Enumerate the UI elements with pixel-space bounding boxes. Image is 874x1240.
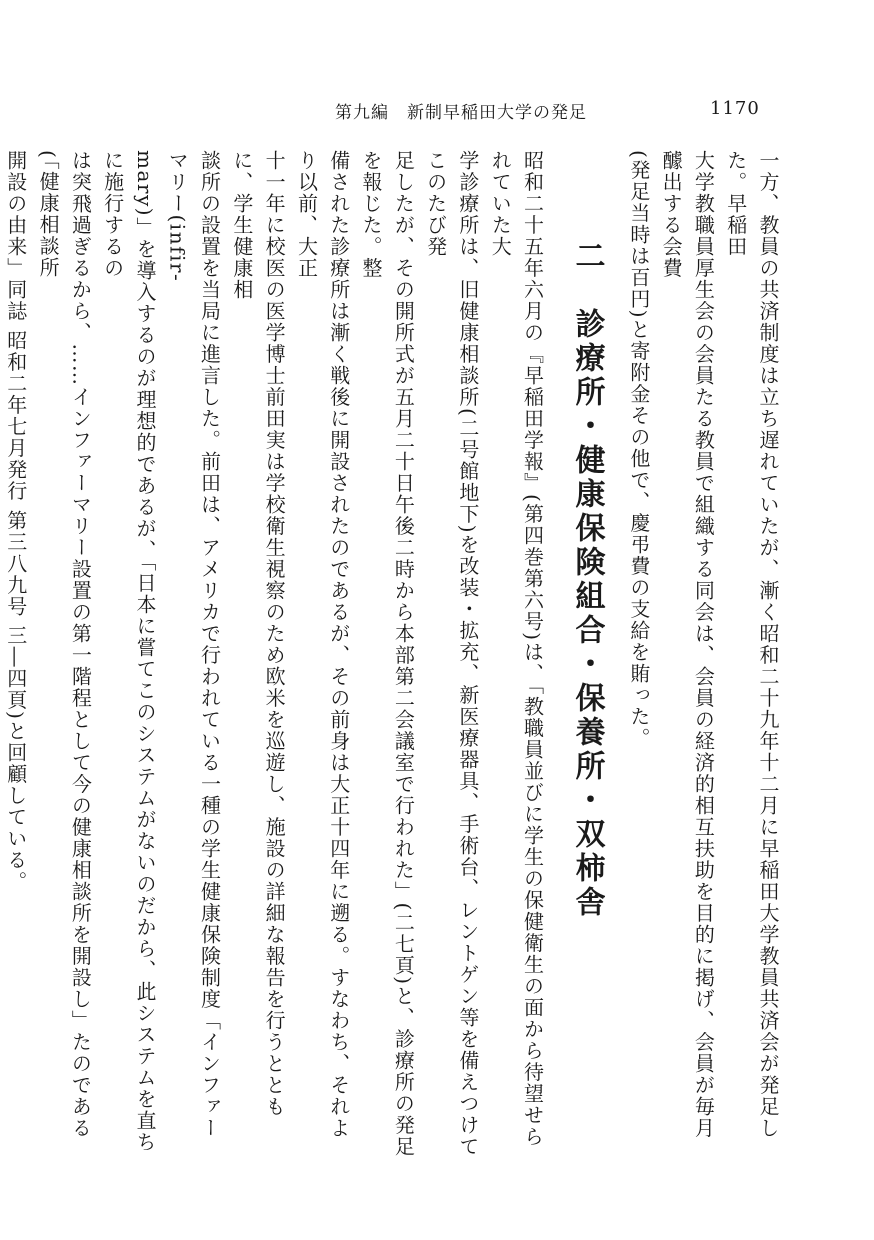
paragraph-2-line: 備された診療所は漸く戦後に開設されたのであるが、その前身は大正十四年に遡る。すなわち、それより以前、大正 (294, 150, 351, 1139)
paragraph-2-line: は突飛過ぎるから、……インファーマリー設置の第一階程として今の健康相談所を開設し」たのである(「健康相談所 (36, 150, 93, 1139)
vertical-body-text (3, 150, 784, 1160)
page-number: 1170 (710, 98, 760, 119)
section-heading: 二 診療所・健康保険組合・保養所・双柿舎 (569, 240, 605, 920)
paragraph-2-line: 十一年に校医の医学博士前田実は学校衛生視察のため欧米を巡遊し、施設の詳細な報告を行うとともに、学生健康相 (229, 150, 287, 1118)
paragraph-1-line: 一方、教員の共済制度は立ち遅れていたが、漸く昭和二十九年十二月に早稲田大学教員共済会が発足した。早稲田 (723, 150, 780, 1139)
paragraph-2-line: mary)」を導入するのが理想的であるが、「日本に嘗てこのシステムがないのだから、此システムを直ちに施行するの (100, 150, 157, 1154)
running-header-title: 第九編 新制早稲田大学の発足 (335, 103, 587, 123)
paragraph-2-line: 昭和二十五年六月の『早稲田学報』(第四巻第六号)は、「教職員並びに学生の保健衛生の面から待望せられていた大 (488, 150, 545, 1148)
paragraph-2-line: 足したが、その開所式が五月二十日午後二時から本部第二会議室で行われた」(二七頁)と、診療所の発足を報じた。整 (359, 150, 416, 1158)
paragraph-2-line: 開設の由来」同誌 昭和二年七月発行 第三八九号 三―四頁)と回顧している。 (3, 150, 28, 893)
paragraph-2-line: 学診療所は、旧健康相談所(二号館地下)を改装・拡充、新医療器具、手術台、レントゲン等を備えつけてこのたび発 (423, 150, 480, 1158)
paragraph-1-line: (発足当時は百円)と寄附金その他で、慶弔費の支給を賄った。 (626, 150, 651, 750)
paragraph-2-line: 談所の設置を当局に進言した。前田は、アメリカで行われている一種の学生健康保険制度「インファーマリー(infir- (165, 150, 222, 1139)
paragraph-1-line: 大学教職員厚生会の会員たる教員で組織する同会は、会員の経済的相互扶助を目的に掲げ、会員が毎月醵出する会費 (659, 150, 716, 1139)
